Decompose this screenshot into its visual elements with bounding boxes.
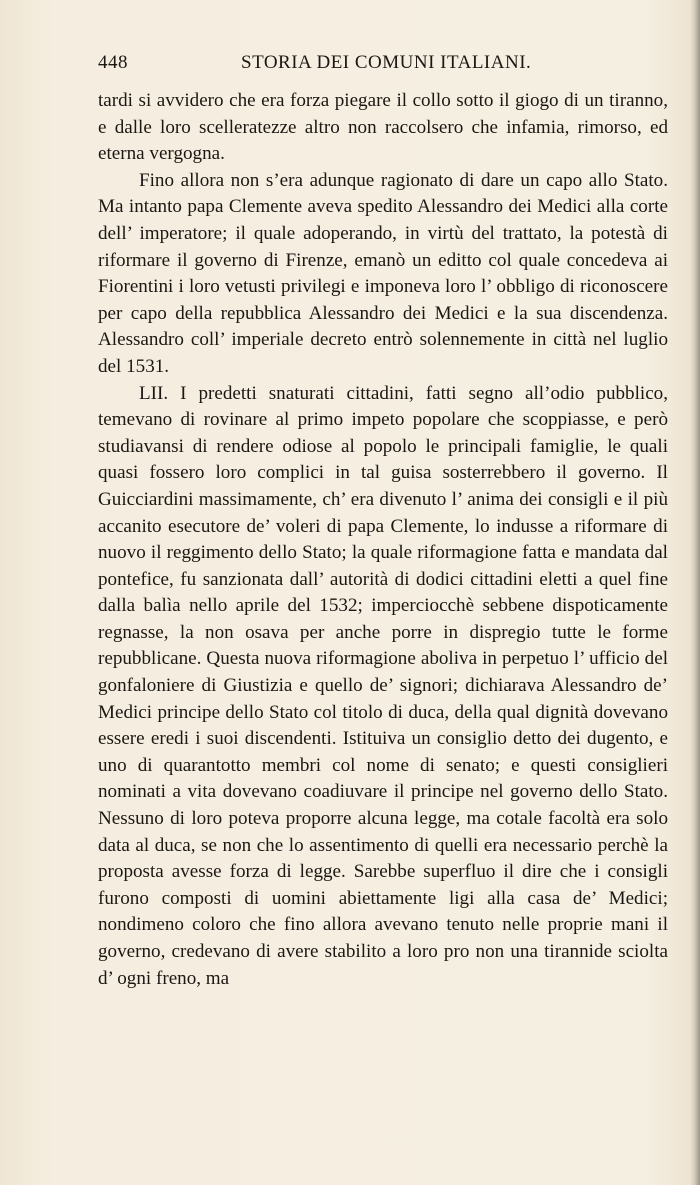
paragraph-continuation: tardi si avvidero che era forza piegare il collo sotto il giogo di un tiranno, e dalle loro scelleratezze altro non raccolsero che infamia, rimorso, ed eterna vergogna. [98,90,668,165]
page-number: 448 [98,52,128,73]
paragraph-lii: LII. I predetti snaturati cittadini, fatti segno all’odio pubblico, temevano di rovinare al primo impeto popolare che scoppiasse, e però studiavansi di rendere odiose al popolo le principali famiglie, le quali quasi fossero loro complici in tal guisa sosterrebbero il governo. Il Guicciardini massimamente, ch’ era divenuto l’ anima dei consigli e il più accanito esecutore de’ voleri di papa Clemente, lo indusse a riformare di nuovo il reggimento dello Stato; la quale riformagione fatta e mandata dal pontefice, fu sanzionata dall’ autorità di dodici cittadini eletti a quel fine dalla balìa nello aprile del 1532; imperciocchè sebbene dispoticamente regnasse, la non osava per anche porre in dispregio tutte le forme repubblicane. Questa nuova riformagione aboliva in perpetuo l’ ufficio del gonfaloniere di Giustizia e quello de’ signori; dichiarava Alessandro de’ Medici principe dello Stato col titolo di duca, della qual dignità dovevano essere eredi i suoi discendenti. Istituiva un consiglio detto dei dugento, e uno di quarantotto membri col nome di senato; e questi consiglieri nominati a vita dovevano coadiuvare il principe nel governo dello Stato. Nessuno di loro poteva proporre alcuna legge, ma cotale facoltà era solo data al duca, se non che lo assentimento di quelli era necessario perchè la proposta avesse forza di legge. Sarebbe superfluo il dire che i consigli furono composti di uomini abiettamente ligi alla casa de’ Medici; nondimeno coloro che fino allora avevano tenuto nelle proprie mani il governo, credevano di avere stabilito a loro pro non una tirannide sciolta d’ ogni freno, ma [98,382,668,989]
page-header [98,52,666,80]
page-edge-shadow [690,0,700,1185]
body-text [98,88,668,992]
paragraph-fino-allora: Fino allora non s’era adunque ragionato di dare un capo allo Stato. Ma intanto papa Clemente aveva spedito Alessandro dei Medici alla corte dell’ imperatore; il quale adoperando, in virtù del trattato, la potestà di riformare il governo di Firenze, emanò un editto col quale concedeva ai Fiorentini i loro vetusti privilegi e imponeva loro l’ obbligo di riconoscere per capo della repubblica Alessandro dei Medici e la sua discendenza. Alessandro coll’ imperiale decreto entrò solennemente in città nel luglio del 1531. [98,169,668,377]
running-title: STORIA DEI COMUNI ITALIANI. [241,52,532,73]
